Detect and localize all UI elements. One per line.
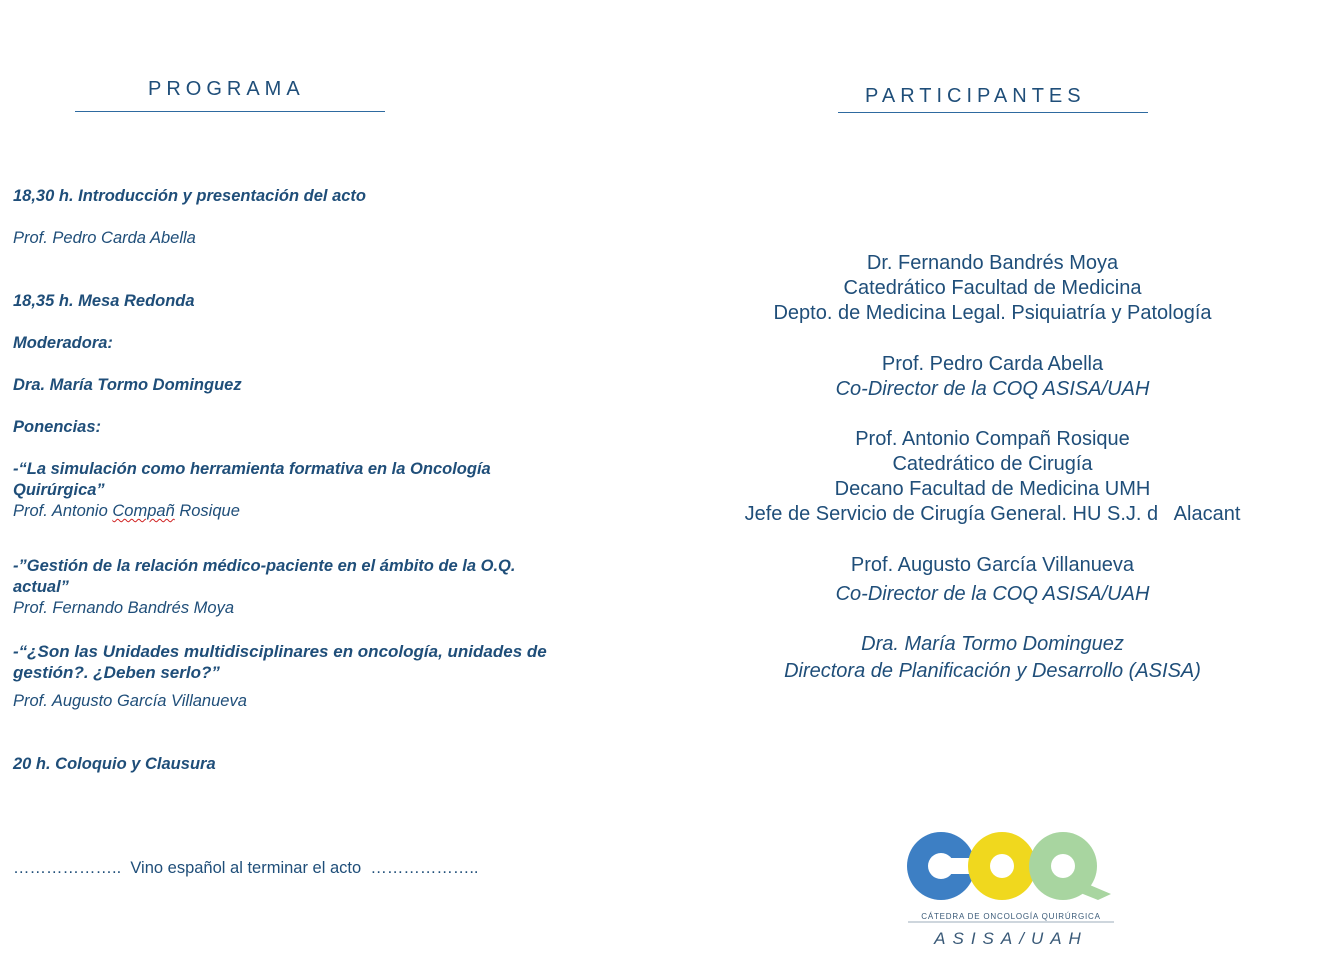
moderadora-name: Dra. María Tormo Dominguez xyxy=(13,376,242,394)
participant-garcia xyxy=(640,553,1317,607)
participant-role: Co-Director de la COQ ASISA/UAH xyxy=(835,378,1150,400)
ponencia-1-title-line2: Quirúrgica” xyxy=(13,481,105,499)
ponencia-3-speaker: Prof. Augusto García Villanueva xyxy=(13,692,247,710)
participantes-heading: PARTICIPANTES xyxy=(865,85,1086,107)
participant-name: Dra. María Tormo Dominguez xyxy=(861,633,1124,655)
ponencia-3-title-line1: -“¿Son las Unidades multidisciplinares en oncología, unidades de xyxy=(13,642,547,661)
participant-name: Prof. Antonio Compañ Rosique xyxy=(855,428,1130,450)
spellcheck-flagged-word: Compañ xyxy=(112,502,175,520)
programa-heading-rule xyxy=(75,111,385,112)
closing-line: 20 h. Coloquio y Clausura xyxy=(13,755,216,773)
coq-logo xyxy=(906,828,1116,953)
participant-name: Prof. Pedro Carda Abella xyxy=(881,353,1104,375)
programa-heading: PROGRAMA xyxy=(148,78,305,100)
participant-compan xyxy=(640,427,1317,527)
ponencia-2-title-line1: -”Gestión de la relación médico-paciente en el ámbito de la O.Q. xyxy=(13,557,516,575)
participant-role: Catedrático Facultad de Medicina xyxy=(843,277,1142,299)
logo-letter-q xyxy=(1029,832,1111,900)
participant-role: Jefe de Servicio de Cirugía General. HU S.J. d Alacant xyxy=(744,503,1241,525)
ponencia-1-speaker xyxy=(13,501,240,522)
mesa-time: 18,35 h. Mesa Redonda xyxy=(13,292,195,310)
participantes-column xyxy=(640,0,1317,974)
ponencias-label: Ponencias: xyxy=(13,418,102,436)
participant-name: Prof. Augusto García Villanueva xyxy=(850,554,1135,576)
participant-carda xyxy=(640,352,1317,402)
participant-role: Depto. de Medicina Legal. Psiquiatría y Patología xyxy=(773,302,1212,324)
participant-tormo xyxy=(640,632,1317,684)
ponencia-1-speaker-prefix: Prof. Antonio xyxy=(13,502,113,520)
participant-name: Dr. Fernando Bandrés Moya xyxy=(866,252,1119,274)
vino-footer: ……………….. Vino español al terminar el acto ……………….. xyxy=(13,859,479,877)
logo-brand: ASISA/UAH xyxy=(934,929,1088,948)
participantes-heading-rule xyxy=(838,112,1148,113)
intro-speaker: Prof. Pedro Carda Abella xyxy=(13,229,196,247)
intro-time: 18,30 h. Introducción y presentación del acto xyxy=(13,187,367,205)
participant-role: Co-Director de la COQ ASISA/UAH xyxy=(835,583,1150,605)
ponencia-2-speaker: Prof. Fernando Bandrés Moya xyxy=(13,599,235,617)
participant-role: Catedrático de Cirugía xyxy=(892,453,1093,475)
participant-role: Directora de Planificación y Desarrollo (ASISA) xyxy=(784,660,1201,682)
ponencia-2-title-line2: actual” xyxy=(13,578,69,596)
participant-role: Decano Facultad de Medicina UMH xyxy=(834,478,1151,500)
ponencia-1-title-line1: -“La simulación como herramienta formativa en la Oncología xyxy=(13,460,491,478)
participant-bandres xyxy=(640,251,1317,326)
moderadora-label: Moderadora: xyxy=(13,334,113,352)
logo-letter-o xyxy=(968,832,1036,900)
ponencia-3-title-line2: gestión?. ¿Deben serlo?” xyxy=(13,663,220,682)
logo-subtitle: CÁTEDRA DE ONCOLOGÍA QUIRÚRGICA xyxy=(921,912,1101,921)
programa-column xyxy=(0,0,640,974)
ponencia-1-speaker-suffix: Rosique xyxy=(174,502,240,520)
